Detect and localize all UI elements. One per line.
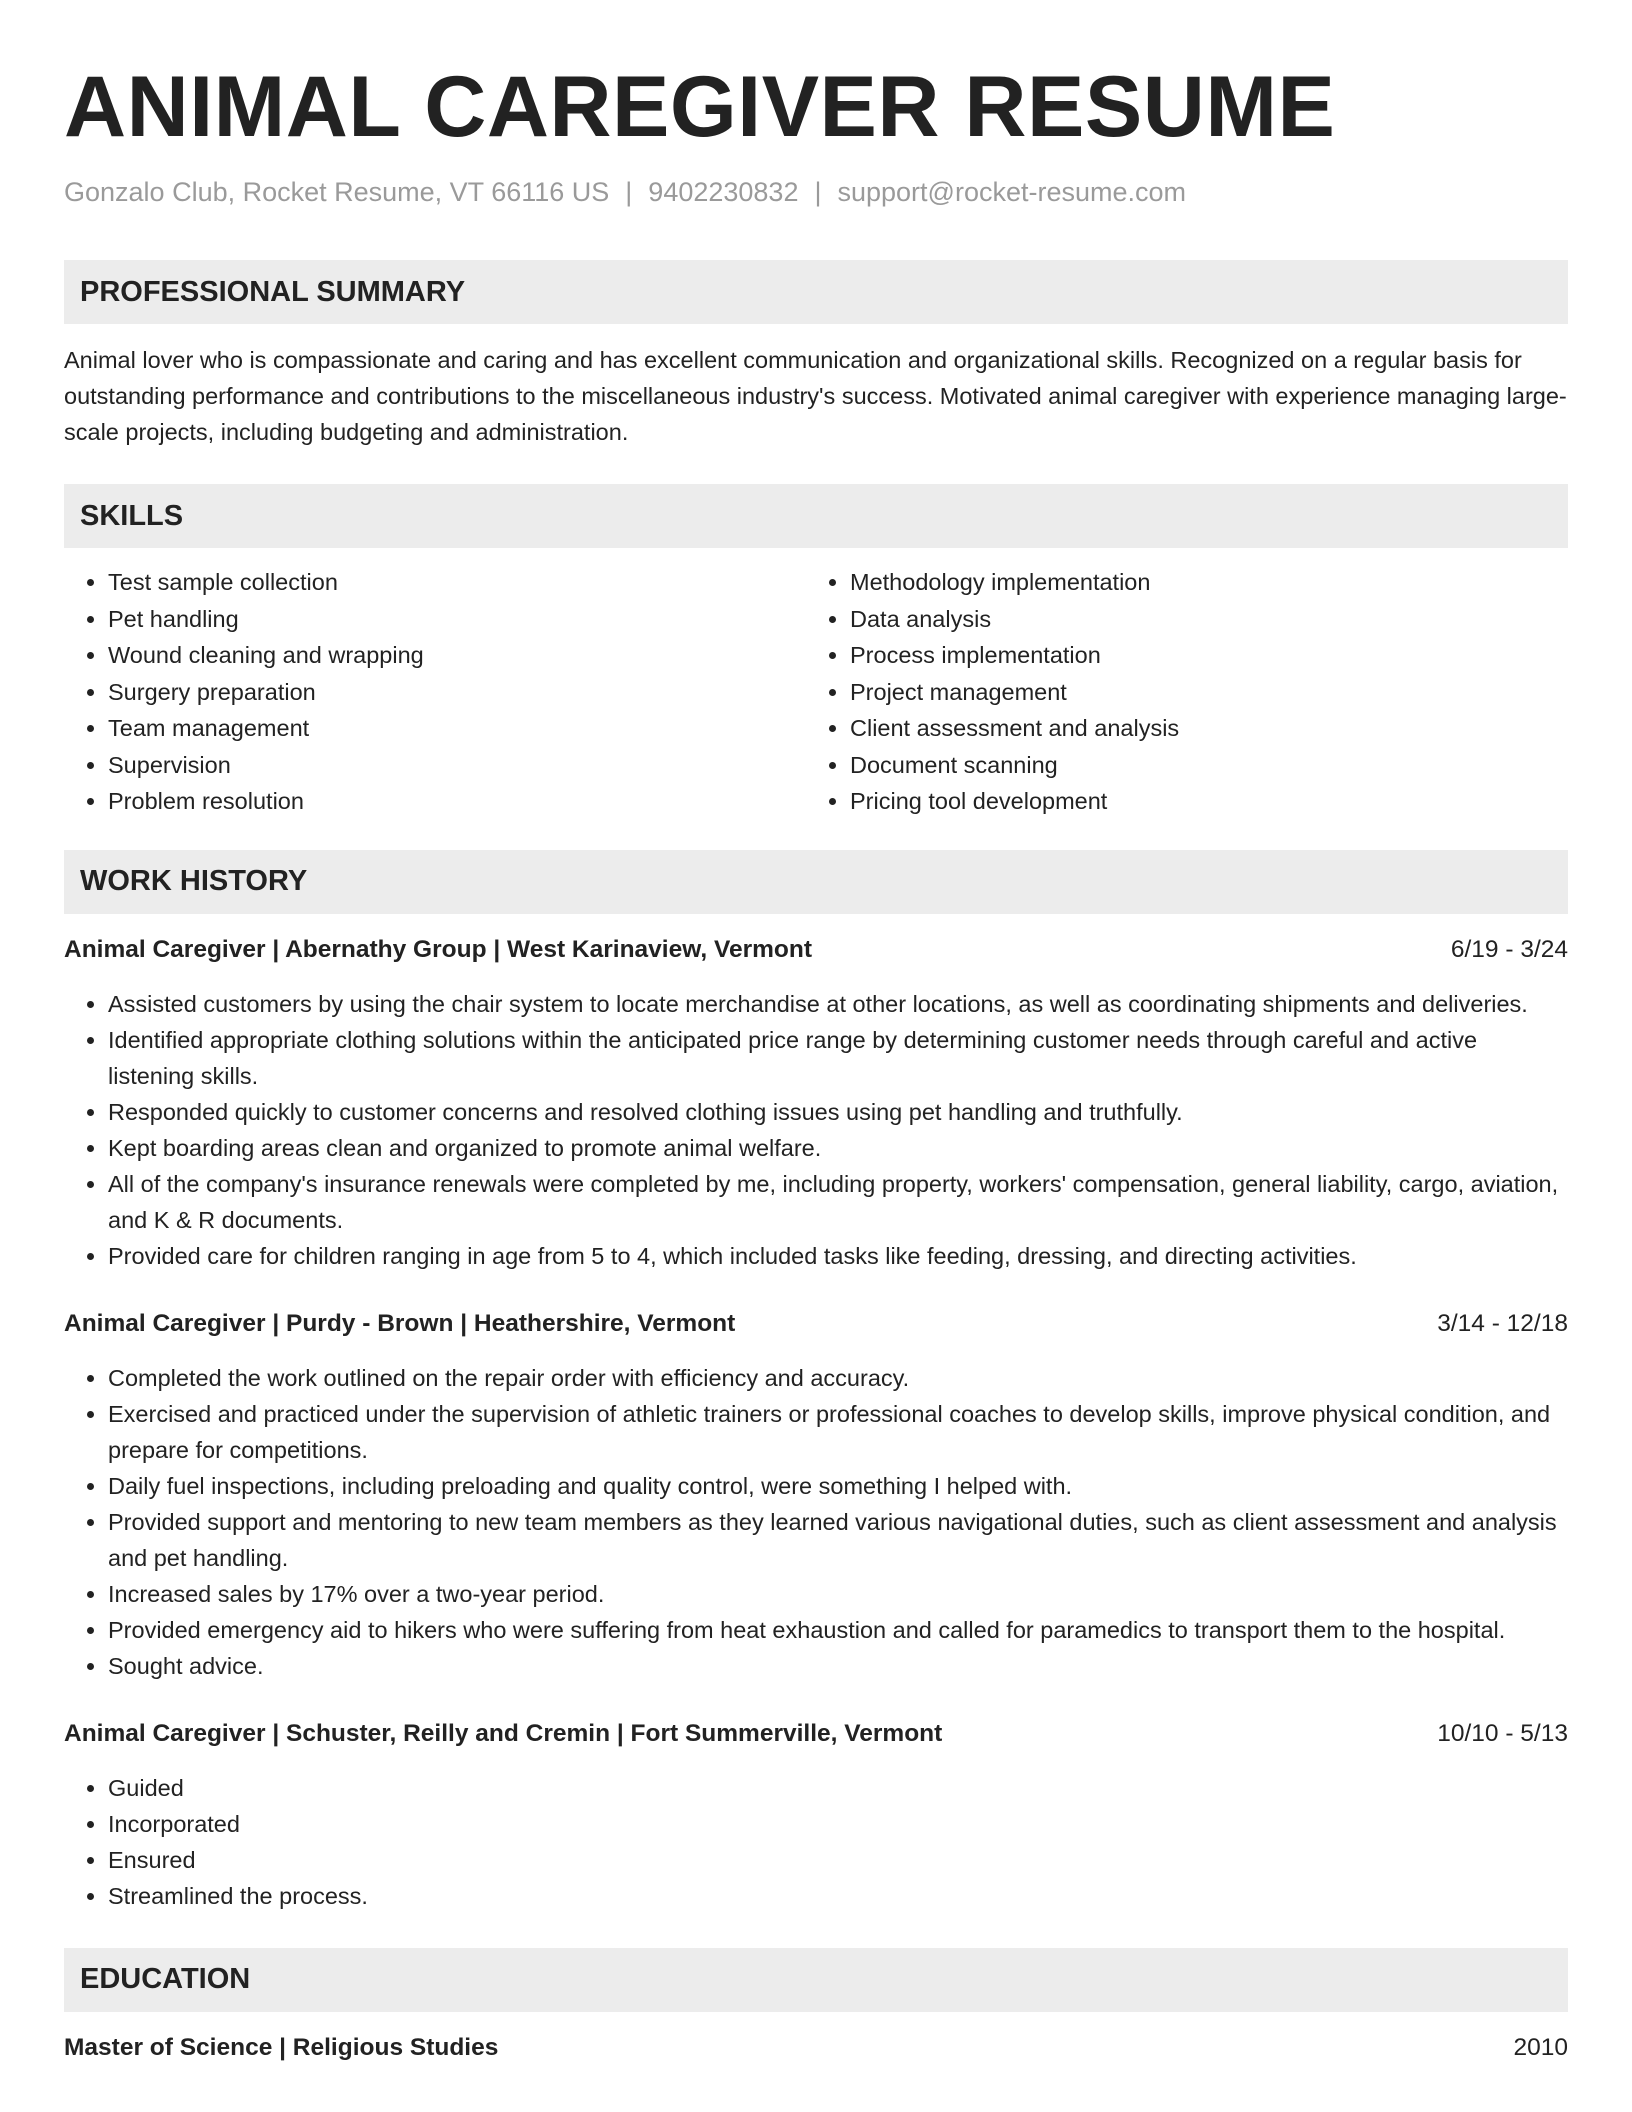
job-header bbox=[64, 1716, 1568, 1752]
job-duty: • Provided support and mentoring to new team members as they learned various navigational duties, such as client assessment and analysis and pet handling. bbox=[108, 1504, 1568, 1576]
skill-item: • Team management bbox=[108, 710, 806, 747]
job-duty: • All of the company's insurance renewals were completed by me, including property, workers' compensation, general liability, cargo, aviation, and K & R documents. bbox=[108, 1166, 1568, 1238]
job-header bbox=[64, 932, 1568, 968]
skill-item: • Supervision bbox=[108, 747, 806, 784]
skill-item: • Problem resolution bbox=[108, 783, 806, 820]
skills-column-right bbox=[806, 564, 1548, 820]
skills-list bbox=[64, 564, 1568, 820]
skill-item: • Methodology implementation bbox=[850, 564, 1548, 601]
resume-title: ANIMAL CAREGIVER RESUME bbox=[64, 59, 1336, 155]
contact-separator: | bbox=[814, 177, 822, 207]
job-duty: • Provided emergency aid to hikers who were suffering from heat exhaustion and called for paramedics to transport them to the hospital. bbox=[108, 1612, 1568, 1648]
job-duty: • Incorporated bbox=[108, 1806, 1568, 1842]
contact-email: support@rocket-resume.com bbox=[837, 177, 1187, 207]
job-title: Animal Caregiver | Schuster, Reilly and Cremin | Fort Summerville, Vermont bbox=[64, 1719, 943, 1747]
job-title: Animal Caregiver | Abernathy Group | West Karinaview, Vermont bbox=[64, 935, 813, 963]
job-duty: • Ensured bbox=[108, 1842, 1568, 1878]
job-duties bbox=[64, 1360, 1568, 1684]
summary-text: Animal lover who is compassionate and caring and has excellent communication and organizational skills. Recognized on a regular basis for outstanding performance and contributions to the miscellaneous industry's success. Motivated animal caregiver with experience managing large-scale projects, including budgeting and administration. bbox=[64, 347, 1567, 446]
skill-item: • Document scanning bbox=[850, 747, 1548, 784]
job-duty: • Kept boarding areas clean and organized to promote animal welfare. bbox=[108, 1130, 1568, 1166]
skill-item: • Test sample collection bbox=[108, 564, 806, 601]
job-entry bbox=[64, 1716, 1568, 1914]
contact-separator: | bbox=[625, 177, 633, 207]
contact-address: Gonzalo Club, Rocket Resume, VT 66116 US bbox=[64, 177, 610, 207]
skill-item: • Wound cleaning and wrapping bbox=[108, 637, 806, 674]
work-history-heading: WORK HISTORY bbox=[64, 850, 1568, 914]
job-entry bbox=[64, 1306, 1568, 1684]
job-duties bbox=[64, 986, 1568, 1274]
job-dates: 10/10 - 5/13 bbox=[1437, 1719, 1568, 1747]
resume-page bbox=[64, 52, 1568, 2066]
job-entry bbox=[64, 932, 1568, 1274]
skill-item: • Project management bbox=[850, 674, 1548, 711]
skills-column-left bbox=[64, 564, 806, 820]
job-duty: • Sought advice. bbox=[108, 1648, 1568, 1684]
skill-item: • Process implementation bbox=[850, 637, 1548, 674]
skill-item: • Pricing tool development bbox=[850, 783, 1548, 820]
job-title: Animal Caregiver | Purdy - Brown | Heathershire, Vermont bbox=[64, 1309, 736, 1337]
skill-item: • Surgery preparation bbox=[108, 674, 806, 711]
job-duty: • Streamlined the process. bbox=[108, 1878, 1568, 1914]
job-duty: • Guided bbox=[108, 1770, 1568, 1806]
education-year: 2010 bbox=[1513, 2033, 1568, 2061]
education-degree: Master of Science | Religious Studies bbox=[64, 2033, 499, 2061]
skill-item: • Pet handling bbox=[108, 601, 806, 638]
job-dates: 6/19 - 3/24 bbox=[1450, 935, 1568, 963]
job-dates: 3/14 - 12/18 bbox=[1437, 1309, 1568, 1337]
job-duty: • Daily fuel inspections, including preloading and quality control, were something I helped with. bbox=[108, 1468, 1568, 1504]
job-duty: • Assisted customers by using the chair system to locate merchandise at other locations, as well as coordinating shipments and deliveries. bbox=[108, 986, 1568, 1022]
job-duties bbox=[64, 1770, 1568, 1914]
job-duty: • Identified appropriate clothing solutions within the anticipated price range by determining customer needs through careful and active listening skills. bbox=[108, 1022, 1568, 1094]
job-duty: • Increased sales by 17% over a two-year period. bbox=[108, 1576, 1568, 1612]
contact-phone: 9402230832 bbox=[648, 177, 799, 207]
job-duty: • Completed the work outlined on the repair order with efficiency and accuracy. bbox=[108, 1360, 1568, 1396]
job-duty: • Provided care for children ranging in age from 5 to 4, which included tasks like feeding, dressing, and directing activities. bbox=[108, 1238, 1568, 1274]
education-entry bbox=[64, 2030, 1568, 2066]
job-duty: • Exercised and practiced under the supervision of athletic trainers or professional coaches to develop skills, improve physical condition, and prepare for competitions. bbox=[108, 1396, 1568, 1468]
summary-heading: PROFESSIONAL SUMMARY bbox=[64, 260, 1568, 324]
job-header bbox=[64, 1306, 1568, 1342]
contact-line bbox=[64, 176, 1568, 208]
education-heading: EDUCATION bbox=[64, 1948, 1568, 2012]
job-duty: • Responded quickly to customer concerns and resolved clothing issues using pet handling and truthfully. bbox=[108, 1094, 1568, 1130]
skills-heading: SKILLS bbox=[64, 484, 1568, 548]
skill-item: • Data analysis bbox=[850, 601, 1548, 638]
skill-item: • Client assessment and analysis bbox=[850, 710, 1548, 747]
